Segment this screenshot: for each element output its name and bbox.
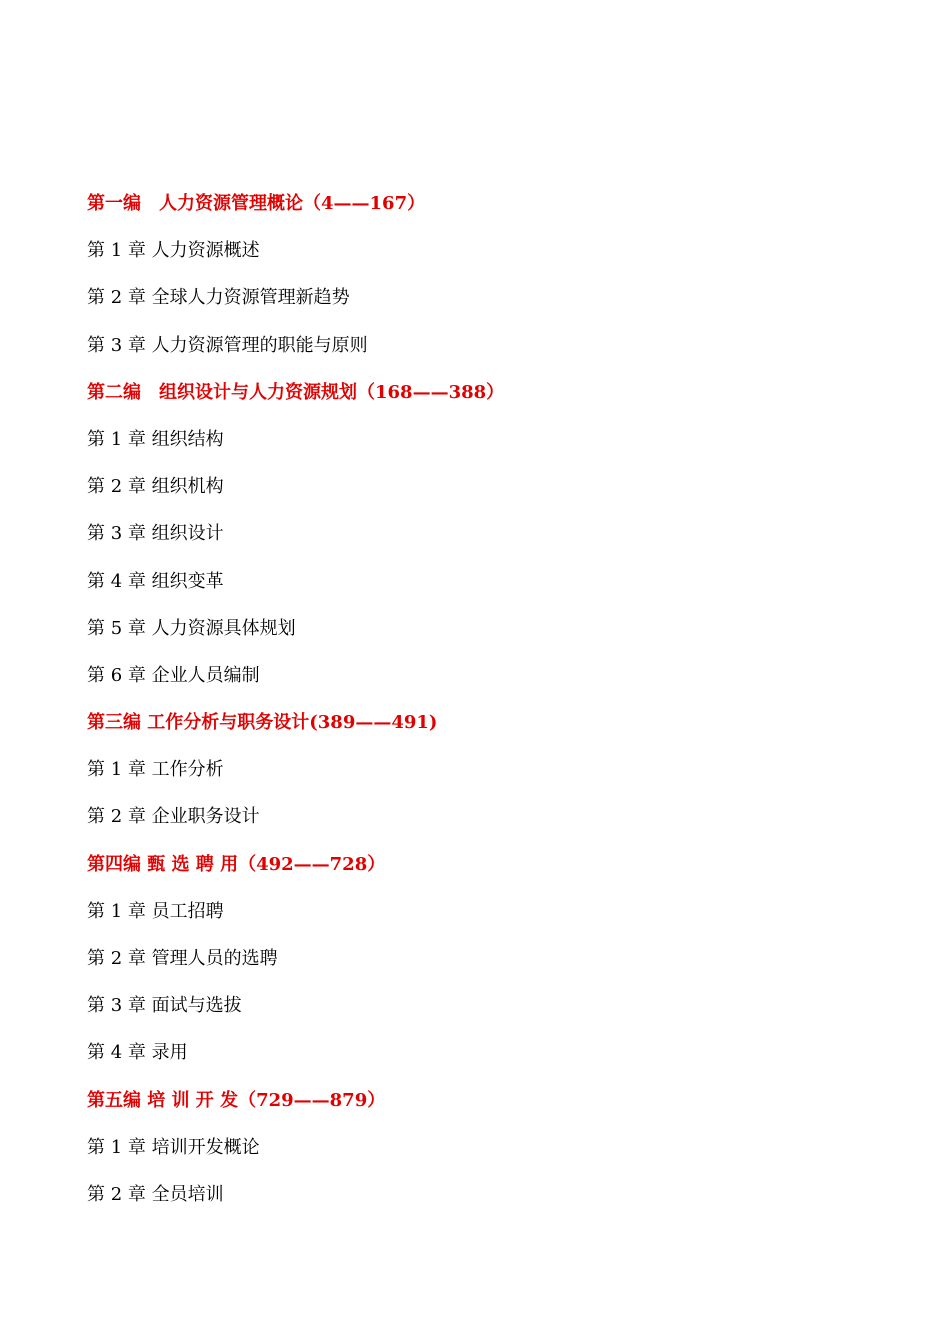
- chapter-entry: 第 1 章 员工招聘: [87, 900, 224, 922]
- chapter-entry: 第 2 章 全员培训: [87, 1183, 224, 1205]
- chapter-entry: 第 1 章 培训开发概论: [87, 1136, 260, 1158]
- part-heading: 第五编 培 训 开 发（729——879）: [87, 1089, 386, 1111]
- chapter-entry: 第 1 章 工作分析: [87, 759, 224, 781]
- chapter-entry: 第 5 章 人力资源具体规划: [87, 617, 296, 639]
- chapter-entry: 第 4 章 录用: [87, 1042, 188, 1064]
- chapter-entry: 第 2 章 企业职务设计: [87, 806, 260, 828]
- chapter-entry: 第 3 章 人力资源管理的职能与原则: [87, 334, 368, 356]
- chapter-entry: 第 2 章 全球人力资源管理新趋势: [87, 287, 350, 309]
- part-heading: 第四编 甄 选 聘 用（492——728）: [87, 853, 386, 875]
- part-heading: 第三编 工作分析与职务设计(389——491): [87, 712, 438, 734]
- chapter-entry: 第 1 章 组织结构: [87, 428, 224, 450]
- chapter-entry: 第 2 章 管理人员的选聘: [87, 948, 278, 969]
- table-of-contents: [87, 187, 907, 1225]
- chapter-entry: 第 6 章 企业人员编制: [87, 664, 260, 686]
- chapter-entry: 第 2 章 组织机构: [87, 476, 224, 498]
- part-heading: 第一编 人力资源管理概论（4——167）: [87, 193, 426, 214]
- chapter-entry: 第 3 章 组织设计: [87, 523, 224, 545]
- chapter-entry: 第 4 章 组织变革: [87, 570, 224, 592]
- chapter-entry: 第 1 章 人力资源概述: [87, 240, 260, 262]
- part-heading: 第二编 组织设计与人力资源规划（168——388）: [87, 381, 505, 403]
- chapter-entry: 第 3 章 面试与选拔: [87, 995, 242, 1017]
